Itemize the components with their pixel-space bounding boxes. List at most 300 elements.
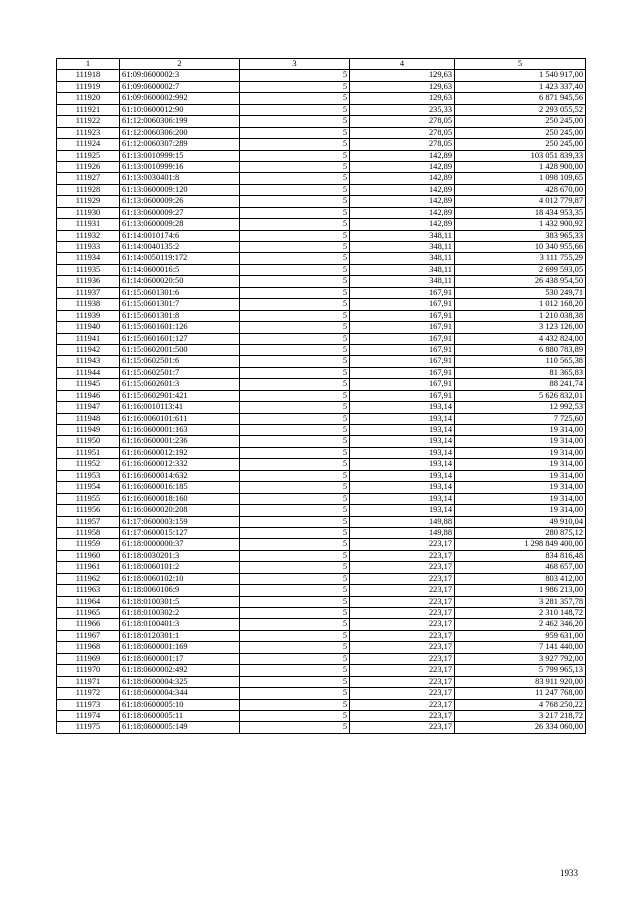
table-cell: 111968 <box>57 642 120 653</box>
table-cell: 61:18:0600005:10 <box>120 699 240 710</box>
table-cell: 5 <box>240 127 350 138</box>
table-cell: 5 <box>240 505 350 516</box>
table-cell: 19 314,00 <box>455 459 586 470</box>
table-cell: 1 432 900,92 <box>455 219 586 230</box>
table-cell: 5 <box>240 573 350 584</box>
table-cell: 18 434 953,35 <box>455 207 586 218</box>
table-row <box>57 482 586 493</box>
table-cell: 193,14 <box>350 470 455 481</box>
table-row <box>57 436 586 447</box>
table-cell: 193,14 <box>350 402 455 413</box>
table-cell: 61:18:0600004:325 <box>120 676 240 687</box>
table-cell: 5 <box>240 70 350 81</box>
table-row <box>57 219 586 230</box>
table-cell: 223,17 <box>350 608 455 619</box>
table-cell: 61:12:0060306:200 <box>120 127 240 138</box>
table-cell: 110 565,38 <box>455 356 586 367</box>
table-row <box>57 527 586 538</box>
table-cell: 5 <box>240 447 350 458</box>
table-cell: 4 768 250,22 <box>455 699 586 710</box>
table-cell: 49 910,04 <box>455 516 586 527</box>
table-cell: 250 245,00 <box>455 139 586 150</box>
table-cell: 5 <box>240 287 350 298</box>
table-cell: 1 423 337,40 <box>455 81 586 92</box>
table-cell: 223,17 <box>350 630 455 641</box>
table-cell: 10 340 955,66 <box>455 242 586 253</box>
table-cell: 88 241,74 <box>455 379 586 390</box>
table-cell: 5 <box>240 699 350 710</box>
table-row <box>57 344 586 355</box>
table-cell: 11 247 768,00 <box>455 688 586 699</box>
table-cell: 111923 <box>57 127 120 138</box>
table-cell: 223,17 <box>350 539 455 550</box>
table-cell: 111956 <box>57 505 120 516</box>
table-cell: 111957 <box>57 516 120 527</box>
table-cell: 959 631,00 <box>455 630 586 641</box>
table-cell: 4 012 779,87 <box>455 196 586 207</box>
table-cell: 111951 <box>57 447 120 458</box>
table-cell: 61:15:0602901:421 <box>120 390 240 401</box>
table-cell: 142,89 <box>350 196 455 207</box>
table-cell: 111926 <box>57 161 120 172</box>
table-cell: 61:15:0601601:126 <box>120 322 240 333</box>
table-cell: 235,33 <box>350 104 455 115</box>
table-row <box>57 585 586 596</box>
table-row <box>57 196 586 207</box>
table-row <box>57 173 586 184</box>
table-cell: 530 249,71 <box>455 287 586 298</box>
table-cell: 111933 <box>57 242 120 253</box>
table-cell: 61:15:0602601:3 <box>120 379 240 390</box>
table-cell: 7 725,60 <box>455 413 586 424</box>
table-cell: 61:15:0601301:8 <box>120 310 240 321</box>
table-cell: 5 <box>240 642 350 653</box>
table-cell: 111947 <box>57 402 120 413</box>
table-cell: 3 281 357,78 <box>455 596 586 607</box>
table-cell: 280 875,12 <box>455 527 586 538</box>
table-cell: 5 <box>240 253 350 264</box>
table-row <box>57 367 586 378</box>
table-cell: 5 <box>240 173 350 184</box>
table-cell: 193,14 <box>350 447 455 458</box>
table-cell: 111918 <box>57 70 120 81</box>
table-cell: 61:12:0060306:199 <box>120 116 240 127</box>
table-cell: 19 314,00 <box>455 505 586 516</box>
table-cell: 61:16:0600012:332 <box>120 459 240 470</box>
table-cell: 2 699 593,05 <box>455 264 586 275</box>
table-cell: 12 992,53 <box>455 402 586 413</box>
table-cell: 111962 <box>57 573 120 584</box>
table-cell: 167,91 <box>350 287 455 298</box>
table-cell: 61:13:0600009:120 <box>120 184 240 195</box>
table-cell: 250 245,00 <box>455 127 586 138</box>
table-cell: 61:13:0010999:16 <box>120 161 240 172</box>
table-cell: 61:14:0040135:2 <box>120 242 240 253</box>
table-cell: 111953 <box>57 470 120 481</box>
table-cell: 5 <box>240 276 350 287</box>
table-row <box>57 493 586 504</box>
table-cell: 111936 <box>57 276 120 287</box>
table-cell: 5 <box>240 322 350 333</box>
table-cell: 3 927 792,00 <box>455 653 586 664</box>
table-cell: 61:10:0600012:90 <box>120 104 240 115</box>
table-cell: 61:18:0600005:149 <box>120 722 240 733</box>
table-cell: 223,17 <box>350 550 455 561</box>
table-row <box>57 287 586 298</box>
table-cell: 5 <box>240 688 350 699</box>
table-cell: 468 657,00 <box>455 562 586 573</box>
table-cell: 5 <box>240 390 350 401</box>
table-cell: 5 <box>240 402 350 413</box>
table-cell: 111972 <box>57 688 120 699</box>
table-cell: 223,17 <box>350 688 455 699</box>
table-body <box>57 70 586 733</box>
table-cell: 5 <box>240 630 350 641</box>
table-row <box>57 653 586 664</box>
table-cell: 167,91 <box>350 310 455 321</box>
table-row <box>57 104 586 115</box>
table-cell: 223,17 <box>350 642 455 653</box>
table-cell: 111919 <box>57 81 120 92</box>
table-cell: 250 245,00 <box>455 116 586 127</box>
table-row <box>57 699 586 710</box>
table-cell: 6 880 783,89 <box>455 344 586 355</box>
table-cell: 61:18:0600004:344 <box>120 688 240 699</box>
table-cell: 61:09:0600002:7 <box>120 81 240 92</box>
table-cell: 111955 <box>57 493 120 504</box>
table-cell: 61:13:0010999:15 <box>120 150 240 161</box>
table-row <box>57 299 586 310</box>
table-row <box>57 562 586 573</box>
table-cell: 111971 <box>57 676 120 687</box>
table-cell: 61:16:0600018:160 <box>120 493 240 504</box>
table-row <box>57 539 586 550</box>
table-cell: 61:17:0600003:159 <box>120 516 240 527</box>
table-cell: 1 098 109,65 <box>455 173 586 184</box>
table-row <box>57 619 586 630</box>
table-cell: 111966 <box>57 619 120 630</box>
table-cell: 5 799 965,13 <box>455 665 586 676</box>
table-cell: 111940 <box>57 322 120 333</box>
table-cell: 348,11 <box>350 242 455 253</box>
table-cell: 5 <box>240 459 350 470</box>
column-header: 2 <box>120 59 240 70</box>
table-cell: 61:16:0600016:185 <box>120 482 240 493</box>
table-row <box>57 596 586 607</box>
table-row <box>57 253 586 264</box>
table-row <box>57 333 586 344</box>
table-cell: 61:15:0601301:7 <box>120 299 240 310</box>
table-cell: 5 <box>240 219 350 230</box>
table-cell: 348,11 <box>350 264 455 275</box>
table-cell: 61:18:0120301:1 <box>120 630 240 641</box>
table-cell: 5 <box>240 619 350 630</box>
table-cell: 111921 <box>57 104 120 115</box>
table-cell: 223,17 <box>350 676 455 687</box>
table-cell: 167,91 <box>350 379 455 390</box>
table-row <box>57 276 586 287</box>
table-cell: 111930 <box>57 207 120 218</box>
table-cell: 19 314,00 <box>455 447 586 458</box>
table-cell: 193,14 <box>350 493 455 504</box>
table-cell: 5 <box>240 436 350 447</box>
table-row <box>57 459 586 470</box>
table-cell: 5 <box>240 150 350 161</box>
table-cell: 5 <box>240 379 350 390</box>
table-cell: 5 <box>240 539 350 550</box>
table-cell: 348,11 <box>350 230 455 241</box>
table-cell: 5 <box>240 367 350 378</box>
table-row <box>57 161 586 172</box>
table-cell: 61:18:0100301:5 <box>120 596 240 607</box>
table-cell: 167,91 <box>350 356 455 367</box>
table-cell: 111967 <box>57 630 120 641</box>
table-cell: 111924 <box>57 139 120 150</box>
table-cell: 5 <box>240 139 350 150</box>
table-cell: 5 <box>240 493 350 504</box>
table-cell: 111946 <box>57 390 120 401</box>
table-cell: 223,17 <box>350 665 455 676</box>
table-cell: 2 310 148,72 <box>455 608 586 619</box>
column-header: 4 <box>350 59 455 70</box>
table-cell: 149,88 <box>350 516 455 527</box>
table-cell: 61:16:0600001:163 <box>120 425 240 436</box>
table-cell: 61:18:0600002:492 <box>120 665 240 676</box>
table-row <box>57 390 586 401</box>
table-cell: 83 911 920,00 <box>455 676 586 687</box>
table-cell: 61:13:0600009:27 <box>120 207 240 218</box>
table-cell: 111927 <box>57 173 120 184</box>
table-cell: 7 141 440,00 <box>455 642 586 653</box>
table-cell: 61:13:0600009:28 <box>120 219 240 230</box>
table-cell: 111925 <box>57 150 120 161</box>
table-cell: 223,17 <box>350 573 455 584</box>
table-row <box>57 230 586 241</box>
table-cell: 61:18:0100401:3 <box>120 619 240 630</box>
table-cell: 142,89 <box>350 161 455 172</box>
table-cell: 834 816,48 <box>455 550 586 561</box>
table-cell: 61:15:0602501:7 <box>120 367 240 378</box>
table-cell: 111937 <box>57 287 120 298</box>
table-cell: 5 <box>240 207 350 218</box>
table-cell: 5 <box>240 516 350 527</box>
table-cell: 61:15:0601301:6 <box>120 287 240 298</box>
table-cell: 2 293 055,52 <box>455 104 586 115</box>
table-cell: 19 314,00 <box>455 425 586 436</box>
table-cell: 5 <box>240 527 350 538</box>
table-cell: 5 <box>240 93 350 104</box>
table-cell: 5 <box>240 710 350 721</box>
table-cell: 61:18:0600005:11 <box>120 710 240 721</box>
table-cell: 348,11 <box>350 276 455 287</box>
table-cell: 2 462 346,20 <box>455 619 586 630</box>
table-cell: 111950 <box>57 436 120 447</box>
table-cell: 111965 <box>57 608 120 619</box>
table-cell: 111964 <box>57 596 120 607</box>
table-cell: 142,89 <box>350 173 455 184</box>
table-cell: 111973 <box>57 699 120 710</box>
table-cell: 193,14 <box>350 425 455 436</box>
table-cell: 129,63 <box>350 81 455 92</box>
table-cell: 428 670,00 <box>455 184 586 195</box>
table-cell: 19 314,00 <box>455 493 586 504</box>
table-cell: 193,14 <box>350 436 455 447</box>
table-cell: 61:16:0600012:192 <box>120 447 240 458</box>
table-cell: 26 438 954,50 <box>455 276 586 287</box>
table-row <box>57 516 586 527</box>
table-cell: 5 <box>240 356 350 367</box>
table-row <box>57 184 586 195</box>
table-cell: 5 <box>240 676 350 687</box>
table-row <box>57 93 586 104</box>
table-cell: 5 <box>240 653 350 664</box>
table-cell: 61:16:0600001:236 <box>120 436 240 447</box>
table-cell: 111935 <box>57 264 120 275</box>
table-cell: 19 314,00 <box>455 470 586 481</box>
table-cell: 61:13:0600009:26 <box>120 196 240 207</box>
table-cell: 278,05 <box>350 139 455 150</box>
table-cell: 5 <box>240 608 350 619</box>
table-cell: 1 210 038,38 <box>455 310 586 321</box>
table-cell: 5 <box>240 310 350 321</box>
table-cell: 5 <box>240 242 350 253</box>
table-cell: 111963 <box>57 585 120 596</box>
table-cell: 61:18:0600001:169 <box>120 642 240 653</box>
table-cell: 142,89 <box>350 184 455 195</box>
table-row <box>57 413 586 424</box>
table-cell: 61:18:0060106:9 <box>120 585 240 596</box>
table-cell: 61:18:0000000:37 <box>120 539 240 550</box>
table-row <box>57 150 586 161</box>
table-cell: 223,17 <box>350 585 455 596</box>
header-row <box>57 59 586 70</box>
table-row <box>57 242 586 253</box>
table-cell: 111954 <box>57 482 120 493</box>
table-row <box>57 608 586 619</box>
table-cell: 6 871 945,56 <box>455 93 586 104</box>
table-cell: 3 111 755,29 <box>455 253 586 264</box>
table-cell: 223,17 <box>350 562 455 573</box>
table-cell: 61:16:0600020:208 <box>120 505 240 516</box>
table-cell: 111959 <box>57 539 120 550</box>
table-row <box>57 264 586 275</box>
table-row <box>57 573 586 584</box>
table-cell: 19 314,00 <box>455 436 586 447</box>
table-row <box>57 139 586 150</box>
data-table <box>56 58 586 734</box>
table-cell: 167,91 <box>350 299 455 310</box>
table-cell: 111958 <box>57 527 120 538</box>
table-row <box>57 642 586 653</box>
table-cell: 61:18:0600001:17 <box>120 653 240 664</box>
table-row <box>57 722 586 733</box>
table-cell: 5 <box>240 722 350 733</box>
table-cell: 111922 <box>57 116 120 127</box>
table-cell: 223,17 <box>350 596 455 607</box>
table-cell: 111939 <box>57 310 120 321</box>
table-cell: 5 <box>240 470 350 481</box>
table-row <box>57 127 586 138</box>
table-cell: 5 <box>240 333 350 344</box>
table-cell: 5 <box>240 425 350 436</box>
table-cell: 129,63 <box>350 70 455 81</box>
table-row <box>57 470 586 481</box>
table-cell: 5 <box>240 562 350 573</box>
table-cell: 61:18:0060101:2 <box>120 562 240 573</box>
table-cell: 111929 <box>57 196 120 207</box>
table-cell: 111948 <box>57 413 120 424</box>
table-cell: 111934 <box>57 253 120 264</box>
table-cell: 111920 <box>57 93 120 104</box>
table-cell: 278,05 <box>350 127 455 138</box>
table-cell: 278,05 <box>350 116 455 127</box>
table-cell: 81 365,83 <box>455 367 586 378</box>
table-cell: 129,63 <box>350 93 455 104</box>
table-cell: 149,88 <box>350 527 455 538</box>
table-cell: 111928 <box>57 184 120 195</box>
table-cell: 61:18:0060102:10 <box>120 573 240 584</box>
table-row <box>57 310 586 321</box>
table-cell: 111942 <box>57 344 120 355</box>
table-cell: 26 334 060,00 <box>455 722 586 733</box>
table-cell: 5 <box>240 104 350 115</box>
table-cell: 167,91 <box>350 367 455 378</box>
table-cell: 61:13:0030401:8 <box>120 173 240 184</box>
table-cell: 61:09:0600002:992 <box>120 93 240 104</box>
table-row <box>57 116 586 127</box>
table-cell: 167,91 <box>350 344 455 355</box>
table-row <box>57 688 586 699</box>
table-cell: 5 <box>240 665 350 676</box>
table-cell: 348,11 <box>350 253 455 264</box>
table-cell: 111952 <box>57 459 120 470</box>
table-cell: 142,89 <box>350 207 455 218</box>
table-cell: 5 <box>240 344 350 355</box>
table-cell: 223,17 <box>350 653 455 664</box>
table-cell: 61:09:0600002:3 <box>120 70 240 81</box>
table-cell: 61:15:0602001:500 <box>120 344 240 355</box>
table-row <box>57 676 586 687</box>
table-cell: 111931 <box>57 219 120 230</box>
table-row <box>57 630 586 641</box>
table-cell: 142,89 <box>350 150 455 161</box>
table-row <box>57 207 586 218</box>
table-cell: 223,17 <box>350 619 455 630</box>
table-cell: 5 <box>240 264 350 275</box>
table-cell: 383 965,33 <box>455 230 586 241</box>
table-cell: 5 626 832,01 <box>455 390 586 401</box>
table-cell: 61:12:0060307:289 <box>120 139 240 150</box>
table-cell: 111944 <box>57 367 120 378</box>
table-cell: 111961 <box>57 562 120 573</box>
table-row <box>57 505 586 516</box>
table-cell: 111938 <box>57 299 120 310</box>
table-row <box>57 81 586 92</box>
table-cell: 111969 <box>57 653 120 664</box>
table-cell: 5 <box>240 299 350 310</box>
table-cell: 111970 <box>57 665 120 676</box>
table-cell: 111974 <box>57 710 120 721</box>
table-cell: 1 012 168,20 <box>455 299 586 310</box>
table-cell: 167,91 <box>350 333 455 344</box>
table-cell: 61:15:0601601:127 <box>120 333 240 344</box>
table-cell: 61:14:0050119:172 <box>120 253 240 264</box>
table-cell: 5 <box>240 482 350 493</box>
table-cell: 111975 <box>57 722 120 733</box>
table-cell: 5 <box>240 230 350 241</box>
table-cell: 5 <box>240 81 350 92</box>
table-row <box>57 322 586 333</box>
